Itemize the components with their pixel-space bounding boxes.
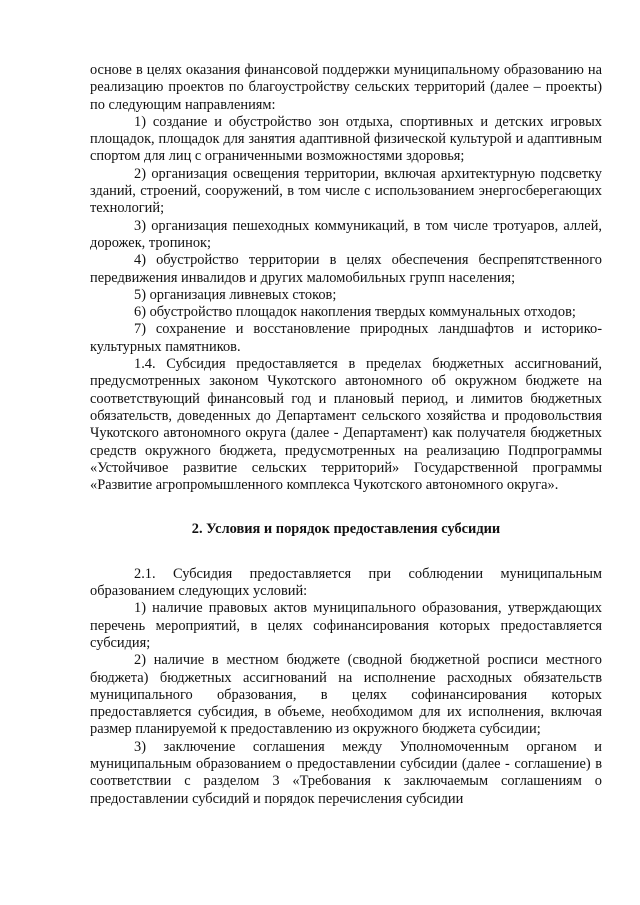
list-item-7: 7) сохранение и восстановление природных ландшафтов и историко-культурных памятников. [90,321,602,355]
condition-item-3: 3) заключение соглашения между Уполномоченным органом и муниципальным образованием о предоставлении субсидии (далее - соглашение) в соответствии с разделом 3 «Требования к заключаемым соглашениям о предоставлении субсидий и порядок перечисления субсидии [90,738,602,807]
list-item-2: 2) организация освещения территории, включая архитектурную подсветку зданий, строений, сооружений, в том числе с использованием энергосберегающих технологий; [90,165,602,217]
list-item-5: 5) организация ливневых стоков; [134,286,337,303]
list-item-1: 1) создание и обустройство зон отдыха, спортивных и детских игровых площадок, площадок для занятия адаптивной физической культурой и адаптивным спортом для лиц с ограниченными возможностями здоровья; [90,113,602,165]
list-item-4: 4) обустройство территории в целях обеспечения беспрепятственного передвижения инвалидов и других маломобильных групп населения; [90,252,602,286]
condition-item-1: 1) наличие правовых актов муниципального образования, утверждающих перечень мероприятий, в целях софинансирования которых предоставляется субсидия; [90,600,602,651]
continuation-paragraph: основе в целях оказания финансовой поддержки муниципальному образованию на реализацию проектов по благоустройству сельских территорий (далее – проекты) по следующим направлениям: [90,62,602,113]
list-item-6: 6) обустройство площадок накопления твердых коммунальных отходов; [134,304,576,321]
condition-item-2: 2) наличие в местном бюджете (сводной бюджетной росписи местного бюджета) бюджетных ассигнований на исполнение расходных обязательств муниципального образования, в целях софинансирования которых предоставляется субсидия, в объеме, необходимом для их исполнения, включая размер планируемой к предоставлению из окружного бюджета субсидии; [90,652,602,738]
clause-2-1: 2.1. Субсидия предоставляется при соблюдении муниципальным образованием следующих условий: [90,565,602,600]
section-heading: 2. Условия и порядок предоставления субсидии [191,521,501,538]
list-item-3: 3) организация пешеходных коммуникаций, в том числе тротуаров, аллей, дорожек, тропинок; [90,217,602,251]
document-page [90,62,602,808]
clause-1-4: 1.4. Субсидия предоставляется в пределах бюджетных ассигнований, предусмотренных законом Чукотского автономного об окружном бюджете на соответствующий финансовый год и плановый период, и лимитов бюджетных обязательств, доведенных до Департамент сельского хозяйства и продовольствия Чукотского автономного округа (далее - Департамент) как получателя бюджетных средств окружного бюджета, предусмотренных на реализацию Подпрограммы «Устойчивое развитие сельских территорий» Государственной программы «Развитие агропромышленного комплекса Чукотского автономного округа». [90,356,602,494]
